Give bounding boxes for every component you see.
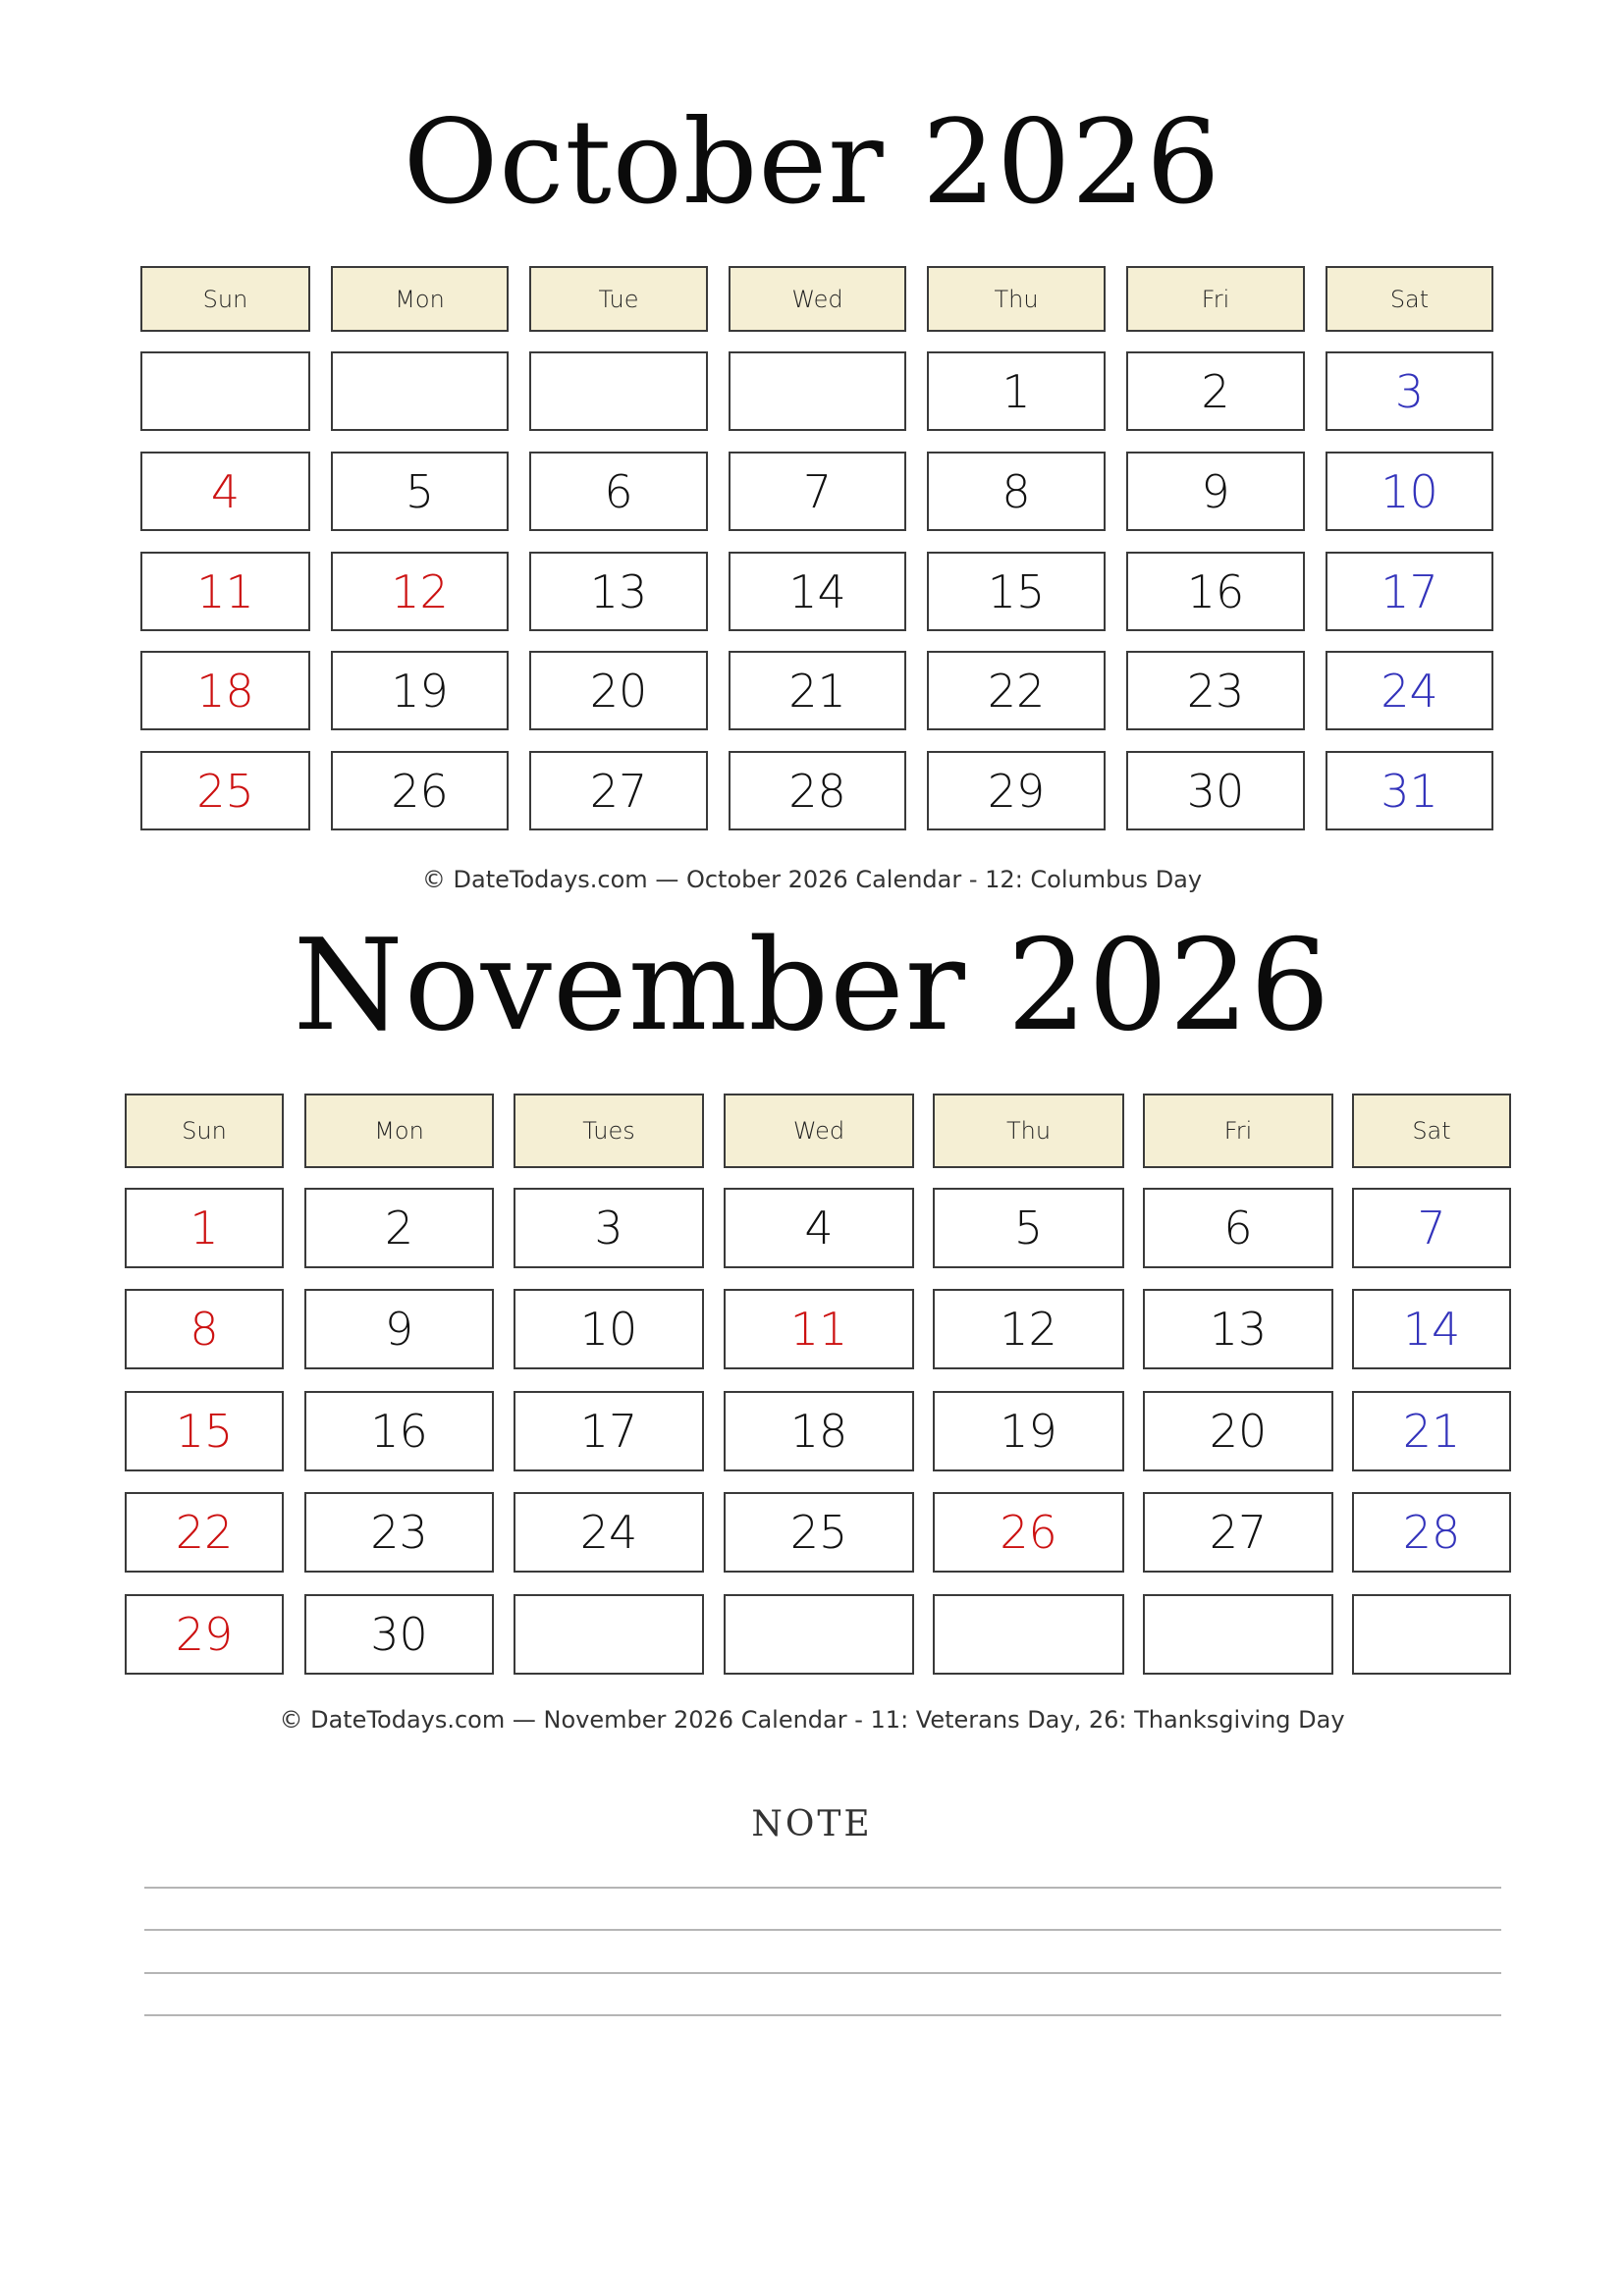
november-day-cell: 13: [1143, 1289, 1333, 1369]
october-day-cell: 27: [529, 751, 708, 830]
november-day-cell: [724, 1594, 914, 1675]
october-weekday-header: Tue: [529, 266, 708, 332]
november-weekday-header: Tues: [514, 1094, 704, 1168]
november-day-cell: 14: [1352, 1289, 1511, 1369]
october-day-cell: 7: [729, 452, 906, 531]
october-day-cell: 19: [331, 651, 509, 730]
october-day-cell: 10: [1326, 452, 1493, 531]
october-weekday-header: Sat: [1326, 266, 1493, 332]
october-day-cell: 29: [927, 751, 1106, 830]
november-day-cell: [1352, 1594, 1511, 1675]
november-day-cell: [1143, 1594, 1333, 1675]
november-day-cell: [933, 1594, 1124, 1675]
november-day-cell: 5: [933, 1188, 1124, 1268]
october-day-cell: 8: [927, 452, 1106, 531]
october-caption: © DateTodays.com — October 2026 Calendar - 12: Columbus Day: [421, 866, 1203, 893]
november-day-cell: 18: [724, 1391, 914, 1471]
november-day-cell: 1: [125, 1188, 284, 1268]
october-day-cell: 6: [529, 452, 708, 531]
november-day-cell: 6: [1143, 1188, 1333, 1268]
october-day-cell: [331, 351, 509, 431]
october-day-cell: 4: [140, 452, 310, 531]
november-day-cell: 24: [514, 1492, 704, 1573]
october-weekday-header: Wed: [729, 266, 906, 332]
november-weekday-header: Sun: [125, 1094, 284, 1168]
october-day-cell: 20: [529, 651, 708, 730]
october-day-cell: 5: [331, 452, 509, 531]
november-day-cell: 3: [514, 1188, 704, 1268]
october-day-cell: 31: [1326, 751, 1493, 830]
november-day-cell: 8: [125, 1289, 284, 1369]
november-weekday-header: Mon: [304, 1094, 494, 1168]
october-weekday-header: Fri: [1126, 266, 1305, 332]
november-day-cell: 22: [125, 1492, 284, 1573]
november-weekday-header: Sat: [1352, 1094, 1511, 1168]
note-line: [144, 1972, 1501, 1974]
october-title: October 2026: [403, 94, 1221, 230]
note-line: [144, 1887, 1501, 1889]
october-day-cell: 2: [1126, 351, 1305, 431]
october-day-cell: 22: [927, 651, 1106, 730]
october-weekday-header: Sun: [140, 266, 310, 332]
november-day-cell: [514, 1594, 704, 1675]
november-day-cell: 12: [933, 1289, 1124, 1369]
october-weekday-header: Thu: [927, 266, 1106, 332]
november-day-cell: 25: [724, 1492, 914, 1573]
october-day-cell: 14: [729, 552, 906, 631]
november-weekday-header: Thu: [933, 1094, 1124, 1168]
october-day-cell: 16: [1126, 552, 1305, 631]
october-day-cell: [529, 351, 708, 431]
november-day-cell: 29: [125, 1594, 284, 1675]
october-day-cell: 12: [331, 552, 509, 631]
november-day-cell: 26: [933, 1492, 1124, 1573]
november-day-cell: 10: [514, 1289, 704, 1369]
november-caption: © DateTodays.com — November 2026 Calendar - 11: Veterans Day, 26: Thanksgiving Day: [279, 1706, 1345, 1734]
october-day-cell: 1: [927, 351, 1106, 431]
november-day-cell: 7: [1352, 1188, 1511, 1268]
october-day-cell: 24: [1326, 651, 1493, 730]
october-day-cell: 28: [729, 751, 906, 830]
october-day-cell: [729, 351, 906, 431]
october-day-cell: 26: [331, 751, 509, 830]
october-day-cell: 23: [1126, 651, 1305, 730]
november-weekday-header: Wed: [724, 1094, 914, 1168]
october-day-cell: 9: [1126, 452, 1305, 531]
november-day-cell: 27: [1143, 1492, 1333, 1573]
november-day-cell: 23: [304, 1492, 494, 1573]
october-day-cell: 21: [729, 651, 906, 730]
november-title: November 2026: [293, 913, 1331, 1059]
october-day-cell: 15: [927, 552, 1106, 631]
november-day-cell: 2: [304, 1188, 494, 1268]
november-day-cell: 30: [304, 1594, 494, 1675]
note-line: [144, 2014, 1501, 2016]
november-day-cell: 9: [304, 1289, 494, 1369]
november-day-cell: 20: [1143, 1391, 1333, 1471]
october-day-cell: 3: [1326, 351, 1493, 431]
october-day-cell: 11: [140, 552, 310, 631]
november-day-cell: 21: [1352, 1391, 1511, 1471]
october-day-cell: 17: [1326, 552, 1493, 631]
november-day-cell: 16: [304, 1391, 494, 1471]
november-day-cell: 15: [125, 1391, 284, 1471]
note-label: NOTE: [751, 1804, 873, 1844]
october-weekday-header: Mon: [331, 266, 509, 332]
october-day-cell: [140, 351, 310, 431]
november-weekday-header: Fri: [1143, 1094, 1333, 1168]
november-day-cell: 19: [933, 1391, 1124, 1471]
november-day-cell: 17: [514, 1391, 704, 1471]
november-day-cell: 28: [1352, 1492, 1511, 1573]
november-day-cell: 4: [724, 1188, 914, 1268]
october-day-cell: 25: [140, 751, 310, 830]
note-line: [144, 1929, 1501, 1931]
october-day-cell: 30: [1126, 751, 1305, 830]
october-day-cell: 13: [529, 552, 708, 631]
november-day-cell: 11: [724, 1289, 914, 1369]
october-day-cell: 18: [140, 651, 310, 730]
